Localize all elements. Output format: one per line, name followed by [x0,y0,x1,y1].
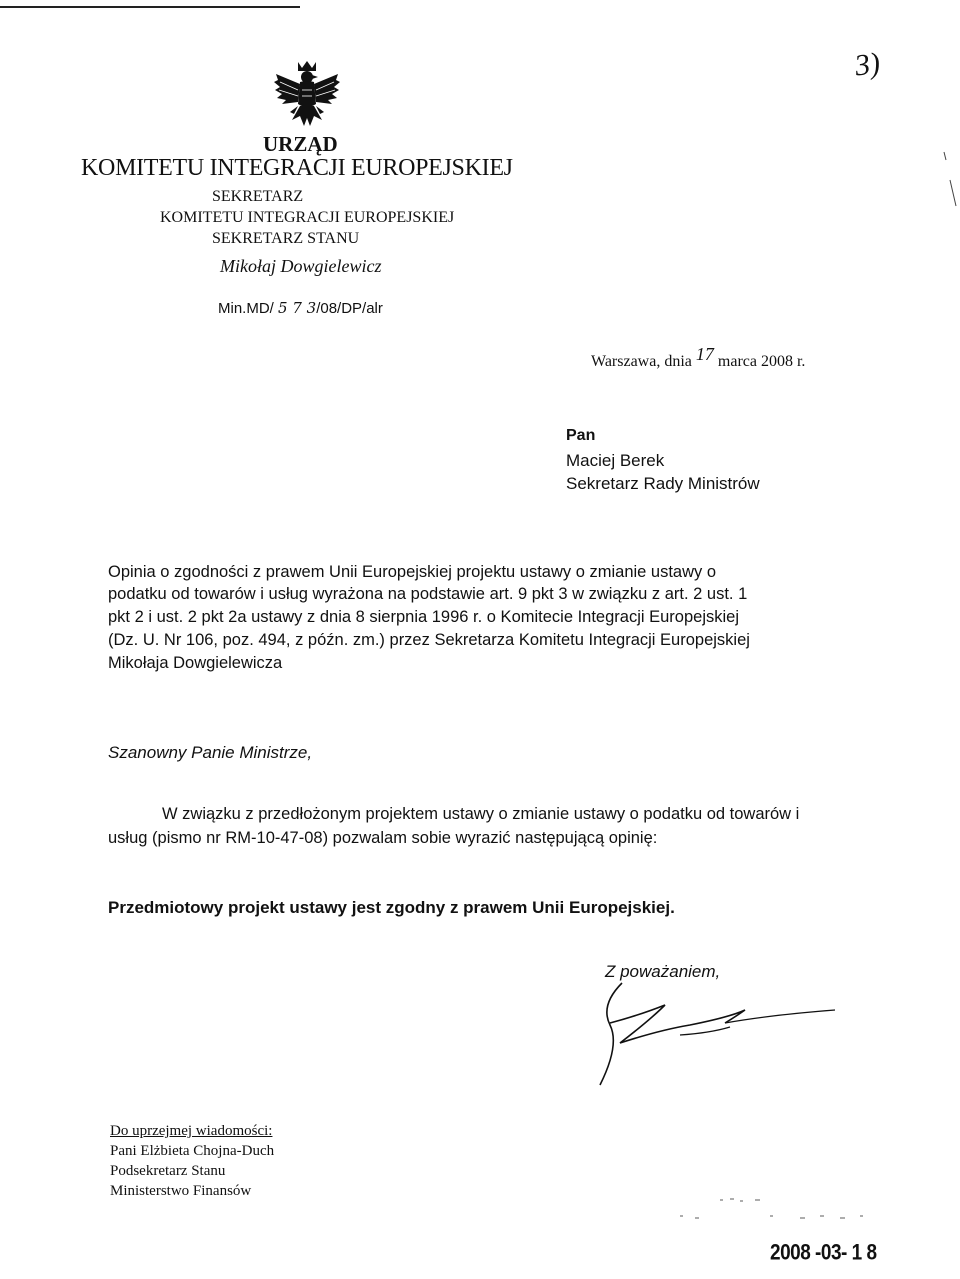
recipient-title: Sekretarz Rady Ministrów [566,474,760,493]
page-mark: 3) [852,46,883,83]
cc-name: Pani Elżbieta Chojna-Duch [110,1143,275,1159]
reference-prefix: Min.MD/ [218,300,274,317]
office-title: URZĄD [263,132,338,156]
subject-line-1 [108,563,716,582]
reference-number [218,299,383,317]
conclusion: Przedmiotowy projekt ustawy jest zgodny z prawem Unii Europejskiej. [108,898,675,917]
handwritten-signature [560,975,850,1095]
body-line-1: W związku z przedłożonym projektem ustawy o zmianie ustawy o podatku od towarów i [162,805,800,823]
committee-title: KOMITETU INTEGRACJI EUROPEJSKIEJ [81,155,513,181]
cc-title: Podsekretarz Stanu [110,1163,226,1179]
subject-line-4: (Dz. U. Nr 106, poz. 494, z późn. zm.) przez Sekretarza Komitetu Integracji Europejskiej [108,631,750,649]
recipient-name: Maciej Berek [566,451,665,470]
subject-line-3: pkt 2 i ust. 2 pkt 2a ustawy z dnia 8 sierpnia 1996 r. o Komitecie Integracji Europejskiej [108,608,740,626]
top-rule [0,6,300,8]
stamp-line-1: SEKRETARZ [212,188,304,205]
reference-handwritten: 5 7 3 [278,299,317,317]
recipient-salutation: Pan [566,427,596,444]
faint-stamp-marks [660,1195,890,1235]
date-rest: marca 2008 r. [717,353,806,370]
date-prefix: Warszawa, dnia [591,353,692,370]
stamp-name: Mikołaj Dowgielewicz [220,256,382,276]
subject-text-1: Opinia o zgodności z prawem Unii Europejskiej projektu ustawy o zmianie ustawy o [108,563,717,581]
date-day: 17 [695,344,714,364]
receipt-date-stamp: 2008 -03- 1 8 [770,1241,877,1266]
closing: Z poważaniem, [605,962,721,981]
salutation: Szanowny Panie Ministrze, [108,743,313,762]
stamp-line-3: SEKRETARZ STANU [212,230,360,247]
polish-eagle-emblem [272,60,342,132]
cc-heading: Do uprzejmej wiadomości: [110,1123,273,1139]
subject-line-5: Mikołaja Dowgielewicza [108,654,283,672]
stamp-line-2: KOMITETU INTEGRACJI EUROPEJSKIEJ [160,209,455,226]
body-line-2: usług (pismo nr RM-10-47-08) pozwalam sobie wyrazić następującą opinię: [108,829,658,847]
cc-ministry: Ministerstwo Finansów [110,1183,252,1199]
date-line [591,344,806,371]
reference-suffix: /08/DP/alr [316,300,383,317]
subject-line-2: podatku od towarów i usług wyrażona na podstawie art. 9 pkt 3 w związku z art. 2 ust. 1 [108,585,748,603]
edge-marks [940,150,958,210]
